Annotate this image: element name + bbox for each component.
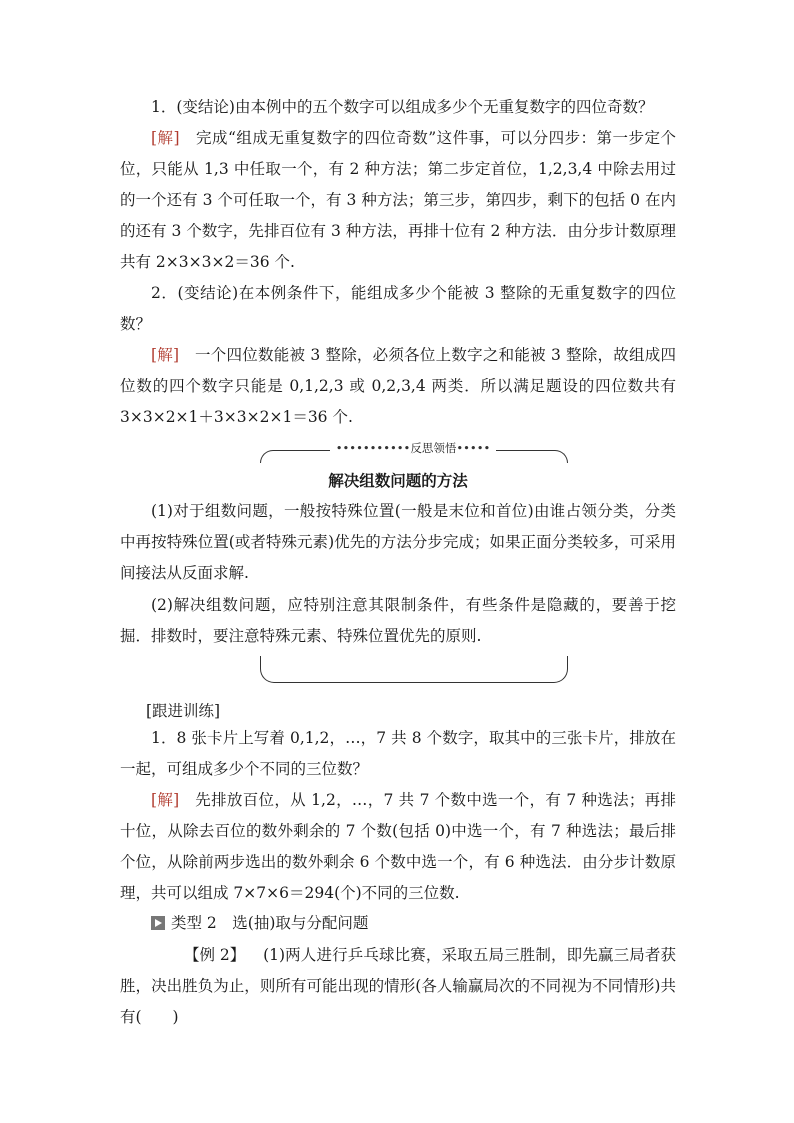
answer-1 <box>120 123 676 278</box>
example-2-text: (1)两人进行乒乓球比赛，采取五局三胜制，即先赢三局者获胜，决出胜负为止，则所有可能出现的情形(各人输赢局次的不同视为不同情形)共有( ) <box>120 946 676 1026</box>
play-icon <box>151 916 165 930</box>
reflection-paragraph-2: (2)解决组数问题，应特别注意其限制条件，有些条件是隐藏的，要善于挖掘．排数时，要注意特殊元素、特殊位置优先的原则. <box>120 596 676 645</box>
example-2 <box>120 940 676 1033</box>
dots-decoration: ••••• <box>456 441 491 455</box>
answer-2 <box>120 340 676 433</box>
reflection-title: 解决组数问题的方法 <box>328 471 468 490</box>
question-1 <box>120 92 676 123</box>
solution-tag: [解] <box>151 791 180 809</box>
dots-decoration: ••••••••••• <box>335 441 411 455</box>
reflection-paragraph-1: (1)对于组数问题，一般按特殊位置(一般是末位和首位)由谁占领分类，分类中再按特殊位置(或者特殊元素)优先的方法分步完成；如果正面分类较多，可采用间接法从反面求解. <box>120 502 676 582</box>
training-answer-text: 先排放百位，从 1,2，…，7 共 7 个数中选一个，有 7 种选法；再排十位，从除去百位的数外剩余的 7 个数(包括 0)中选一个，有 7 种选法；最后排个位，从除前两步选出的数外剩余 6 个数中选一个，有 6 种选法．由分步计数原理，共可以组成 7×7×6＝294(个)不同的三位数. <box>120 791 676 902</box>
question-2 <box>120 278 676 340</box>
answer-2-text: 一个四位数能被 3 整除，必须各位上数字之和能被 3 整除，故组成四位数的四个数字只能是 0,1,2,3 或 0,2,3,4 两类．所以满足题设的四位数共有 3×3×2×1＋3×3×2×1＝36 个. <box>120 346 676 426</box>
type-2-label: 类型 2 选(抽)取与分配问题 <box>171 914 369 932</box>
example-tag: 【例 2】 <box>184 946 246 964</box>
type-2-heading <box>120 908 676 939</box>
solution-tag: [解] <box>151 129 180 147</box>
training-question: 1．8 张卡片上写着 0,1,2，…，7 共 8 个数字，取其中的三张卡片，排放在一起，可组成多少个不同的三位数？ <box>120 729 676 778</box>
training-header-text: [跟进训练] <box>146 702 221 720</box>
question-1-text: 1．(变结论)由本例中的五个数字可以组成多少个无重复数字的四位奇数？ <box>151 98 654 116</box>
solution-tag: [解] <box>151 346 180 364</box>
question-2-text: 2．(变结论)在本例条件下，能组成多少个能被 3 整除的无重复数字的四位数？ <box>120 284 676 333</box>
answer-1-text: 完成“组成无重复数字的四位奇数”这件事，可以分四步：第一步定个位，只能从 1,3 中任取一个，有 2 种方法；第二步定首位，1,2,3,4 中除去用过的一个还有 3 个可任取一个，有 3 种方法；第三步，第四步，剩下的包括 0 在内的还有 3 个数字，先排百位有 3 种方法，再排十位有 2 种方法．由分步计数原理共有 2×3×3×2＝36 个. <box>120 129 676 271</box>
reflection-box-bottom <box>260 656 568 683</box>
training-answer <box>120 785 676 909</box>
reflection-label-text: 反思领悟 <box>410 441 457 455</box>
reflection-label <box>268 440 558 456</box>
